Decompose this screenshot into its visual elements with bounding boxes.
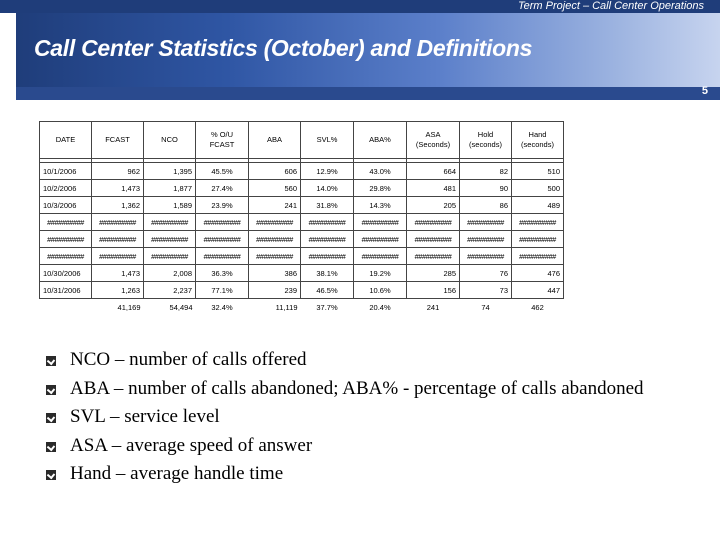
column-header: Hand (seconds) [512, 122, 564, 159]
table-cell: ########## [92, 231, 144, 248]
statistics-table [39, 121, 564, 315]
column-header: ABA [249, 122, 301, 159]
definition-item [46, 432, 644, 461]
table-cell: 156 [407, 282, 460, 299]
table-cell: 1,473 [92, 265, 144, 282]
page-title: Call Center Statistics (October) and Definitions [34, 35, 533, 61]
table-row [40, 265, 564, 282]
table-cell: 46.5% [301, 282, 354, 299]
checkbox-bullet-icon [46, 442, 56, 452]
table-cell: ########## [40, 214, 92, 231]
checkbox-bullet-icon [46, 356, 56, 366]
table-cell: ########## [40, 248, 92, 265]
page-number: 5 [701, 85, 708, 97]
table-cell: 77.1% [196, 282, 249, 299]
table-cell: 2,237 [144, 282, 196, 299]
total-cell: 241 [426, 302, 440, 312]
table-row [40, 282, 564, 299]
table-cell: 82 [460, 163, 512, 180]
table-cell: ########## [196, 214, 249, 231]
column-header: ASA (Seconds) [407, 122, 460, 159]
table-cell: ########## [144, 248, 196, 265]
table-cell: 43.0% [354, 163, 407, 180]
table-cell: 10/3/2006 [40, 197, 92, 214]
table-cell: 10.6% [354, 282, 407, 299]
table-cell: 962 [92, 163, 144, 180]
definition-text: Hand – average handle time [70, 463, 284, 485]
total-cell: 11,119 [275, 302, 298, 312]
table-cell: ########## [249, 248, 301, 265]
table-cell: 1,362 [92, 197, 144, 214]
table-cell: ########## [407, 248, 460, 265]
table-cell: ########## [354, 214, 407, 231]
table-cell: 23.9% [196, 197, 249, 214]
total-cell: 37.7% [316, 302, 338, 312]
table-cell: 2,008 [144, 265, 196, 282]
column-header: ABA% [354, 122, 407, 159]
total-cell: 41,169 [117, 302, 141, 312]
table-cell: ########## [354, 248, 407, 265]
table-cell: 500 [512, 180, 564, 197]
table-cell: 285 [407, 265, 460, 282]
table-cell: ########## [512, 248, 564, 265]
title-banner [16, 13, 720, 87]
table-cell: 239 [249, 282, 301, 299]
table-cell: ########## [196, 231, 249, 248]
definition-text: ASA – average speed of answer [70, 434, 313, 456]
table-cell: 510 [512, 163, 564, 180]
table-cell: ########## [92, 248, 144, 265]
table-cell: 10/2/2006 [40, 180, 92, 197]
table-row [40, 197, 564, 214]
table-cell: ########## [407, 231, 460, 248]
table-cell: 90 [460, 180, 512, 197]
table-cell: ########## [249, 231, 301, 248]
banner-stripe [16, 87, 720, 100]
definition-item [46, 403, 644, 432]
checkbox-bullet-icon [46, 385, 56, 395]
column-header: Hold (seconds) [460, 122, 512, 159]
table-header-row [40, 122, 564, 159]
table-cell: 12.9% [301, 163, 354, 180]
table-cell: ########## [249, 214, 301, 231]
table-cell: 241 [249, 197, 301, 214]
table-cell: 14.0% [301, 180, 354, 197]
checkbox-bullet-icon [46, 413, 56, 423]
total-cell: 54,494 [169, 302, 193, 312]
table-cell: 1,263 [92, 282, 144, 299]
definition-text: ABA – number of calls abandoned; ABA% - percentage of calls abandoned [70, 377, 644, 399]
table-cell: 76 [460, 265, 512, 282]
table-cell: ########## [301, 214, 354, 231]
table-cell: 386 [249, 265, 301, 282]
table-cell: 481 [407, 180, 460, 197]
table-cell: ########## [301, 248, 354, 265]
table-cell: 10/1/2006 [40, 163, 92, 180]
table-cell: 447 [512, 282, 564, 299]
table-cell: 10/30/2006 [40, 265, 92, 282]
table-cell: 36.3% [196, 265, 249, 282]
table-row-overflow [40, 214, 564, 231]
table-cell: 45.5% [196, 163, 249, 180]
definition-item [46, 346, 644, 375]
table-cell: 1,877 [144, 180, 196, 197]
column-header: SVL% [301, 122, 354, 159]
table-cell: ########## [144, 214, 196, 231]
column-header: DATE [40, 122, 92, 159]
table-cell: 606 [249, 163, 301, 180]
table-cell: 560 [249, 180, 301, 197]
checkbox-bullet-icon [46, 470, 56, 480]
table-cell: ########## [354, 231, 407, 248]
table-cell: 1,395 [144, 163, 196, 180]
table-cell: 1,589 [144, 197, 196, 214]
table-cell: 27.4% [196, 180, 249, 197]
total-cell: 462 [531, 302, 544, 312]
table-cell: ########## [460, 214, 512, 231]
table-cell: ########## [460, 248, 512, 265]
table-row-overflow [40, 231, 564, 248]
table-cell: ########## [512, 231, 564, 248]
table-cell: ########## [407, 214, 460, 231]
total-cell: 32.4% [211, 302, 233, 312]
column-header: NCO [144, 122, 196, 159]
table-cell: 29.8% [354, 180, 407, 197]
total-cell: 20.4% [369, 302, 391, 312]
table-cell: 14.3% [354, 197, 407, 214]
table-cell: ########## [40, 231, 92, 248]
table-row [40, 163, 564, 180]
table-cell: 86 [460, 197, 512, 214]
table-row [40, 180, 564, 197]
totals-row [40, 299, 564, 316]
total-cell: 74 [481, 302, 490, 312]
table-cell: 664 [407, 163, 460, 180]
course-label: Term Project – Call Center Operations [517, 0, 704, 12]
table-cell: 10/31/2006 [40, 282, 92, 299]
top-bar [0, 0, 720, 13]
column-header: % O/U FCAST [196, 122, 249, 159]
definitions-list [46, 346, 644, 489]
table-cell: 73 [460, 282, 512, 299]
column-header: FCAST [92, 122, 144, 159]
table-cell: ########## [460, 231, 512, 248]
table-cell: ########## [301, 231, 354, 248]
table-cell: 31.8% [301, 197, 354, 214]
table-cell: ########## [92, 214, 144, 231]
table-cell: ########## [512, 214, 564, 231]
table-cell: 205 [407, 197, 460, 214]
table-cell: 489 [512, 197, 564, 214]
table-cell: ########## [196, 248, 249, 265]
table-cell: 476 [512, 265, 564, 282]
table-cell: 19.2% [354, 265, 407, 282]
table-cell: ########## [144, 231, 196, 248]
table-cell: 1,473 [92, 180, 144, 197]
table-cell [40, 299, 92, 316]
definition-item [46, 375, 644, 404]
definition-item [46, 460, 644, 489]
definition-text: NCO – number of calls offered [70, 349, 307, 370]
table-cell: 38.1% [301, 265, 354, 282]
definition-text: SVL – service level [70, 406, 220, 428]
table-row-overflow [40, 248, 564, 265]
